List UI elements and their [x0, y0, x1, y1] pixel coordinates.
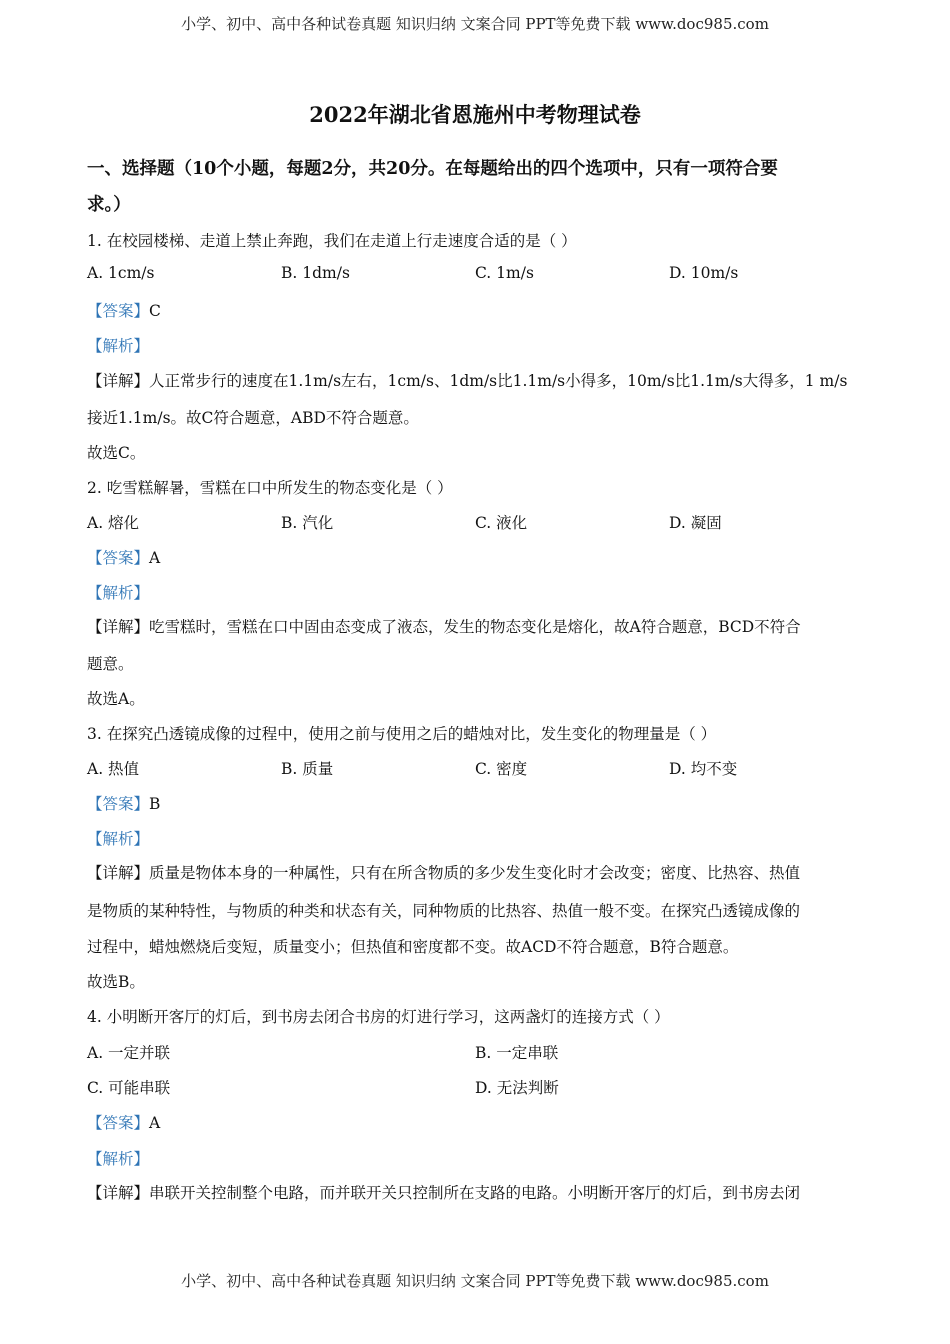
q4-option-a: A. 一定并联: [87, 1044, 171, 1062]
question-3-stem: 3. 在探究凸透镜成像的过程中，使用之前与使用之后的蜡烛对比，发生变化的物理量是（ ）: [87, 725, 717, 743]
q1-detail-line-1: [87, 369, 847, 391]
q2-option-b: B. 汽化: [281, 514, 334, 532]
q3-answer: [87, 792, 160, 814]
detail-text: 吃雪糕时，雪糕在口中固由态变成了液态，发生的物态变化是熔化，故A符合题意，BCD不符合: [149, 618, 801, 636]
q2-answer: [87, 546, 160, 568]
q2-analysis-label: 【解析】: [87, 584, 150, 602]
section-heading: 一、选择题（10个小题，每题2分，共20分。在每题给出的四个选项中，只有一项符合要: [87, 159, 778, 179]
q4-answer: [87, 1111, 160, 1133]
answer-label: 【答案】: [87, 1114, 150, 1132]
q4-analysis-label: 【解析】: [87, 1150, 150, 1168]
q3-detail-line-2: 是物质的某种特性，与物质的种类和状态有关，同种物质的比热容、热值一般不变。在探究凸透镜成像的: [87, 902, 801, 920]
detail-label: 【详解】: [87, 1184, 150, 1202]
q3-conclusion: 故选B。: [87, 973, 145, 991]
q4-option-b: B. 一定串联: [475, 1044, 559, 1062]
q4-option-d: D. 无法判断: [475, 1079, 559, 1097]
detail-text: 人正常步行的速度在1.1m/s左右，1cm/s、1dm/s比1.1m/s小得多，10m/s比1.1m/s大得多，1 m/s: [149, 372, 848, 390]
q1-option-c: C. 1m/s: [475, 264, 534, 282]
q2-option-c: C. 液化: [475, 514, 528, 532]
q3-analysis-label: 【解析】: [87, 830, 150, 848]
answer-value: A: [149, 549, 161, 567]
q3-option-a: A. 热值: [87, 760, 140, 778]
question-2-stem: 2. 吃雪糕解暑，雪糕在口中所发生的物态变化是（ ）: [87, 479, 453, 497]
exam-title: 2022年湖北省恩施州中考物理试卷: [309, 102, 641, 127]
answer-value: B: [149, 795, 161, 813]
q3-detail-line-1: [87, 861, 800, 883]
q3-option-c: C. 密度: [475, 760, 528, 778]
q3-detail-line-3: 过程中，蜡烛燃烧后变短，质量变小；但热值和密度都不变。故ACD不符合题意，B符合题意。: [87, 938, 739, 956]
answer-value: A: [149, 1114, 161, 1132]
answer-label: 【答案】: [87, 795, 150, 813]
answer-label: 【答案】: [87, 302, 150, 320]
q2-detail-line-1: [87, 615, 801, 637]
question-1-stem: 1. 在校园楼梯、走道上禁止奔跑，我们在走道上行走速度合适的是（ ）: [87, 232, 577, 250]
page-footer: 小学、初中、高中各种试卷真题 知识归纳 文案合同 PPT等免费下载 www.doc985.com: [181, 1272, 769, 1290]
answer-label: 【答案】: [87, 549, 150, 567]
question-4-stem: 4. 小明断开客厅的灯后，到书房去闭合书房的灯进行学习，这两盏灯的连接方式（ ）: [87, 1008, 670, 1026]
detail-label: 【详解】: [87, 864, 150, 882]
q1-option-b: B. 1dm/s: [281, 264, 350, 282]
q3-option-d: D. 均不变: [669, 760, 738, 778]
q2-option-a: A. 熔化: [87, 514, 140, 532]
page-header: 小学、初中、高中各种试卷真题 知识归纳 文案合同 PPT等免费下载 www.doc985.com: [181, 15, 769, 33]
q4-option-c: C. 可能串联: [87, 1079, 171, 1097]
answer-value: C: [149, 302, 161, 320]
detail-text: 串联开关控制整个电路，而并联开关只控制所在支路的电路。小明断开客厅的灯后，到书房去闭: [149, 1184, 801, 1202]
detail-text: 质量是物体本身的一种属性，只有在所含物质的多少发生变化时才会改变；密度、比热容、热值: [149, 864, 801, 882]
q2-conclusion: 故选A。: [87, 690, 145, 708]
q1-detail-line-2: 接近1.1m/s。故C符合题意，ABD不符合题意。: [87, 409, 419, 427]
q1-option-a: A. 1cm/s: [87, 264, 155, 282]
detail-label: 【详解】: [87, 618, 150, 636]
q1-answer: [87, 299, 161, 321]
section-heading-cont: 求。）: [87, 195, 131, 215]
q3-option-b: B. 质量: [281, 760, 334, 778]
q1-conclusion: 故选C。: [87, 444, 146, 462]
q2-detail-line-2: 题意。: [87, 655, 134, 673]
q4-detail-line-1: [87, 1181, 800, 1203]
q1-analysis-label: 【解析】: [87, 337, 150, 355]
q2-option-d: D. 凝固: [669, 514, 722, 532]
q1-option-d: D. 10m/s: [669, 264, 739, 282]
detail-label: 【详解】: [87, 372, 150, 390]
